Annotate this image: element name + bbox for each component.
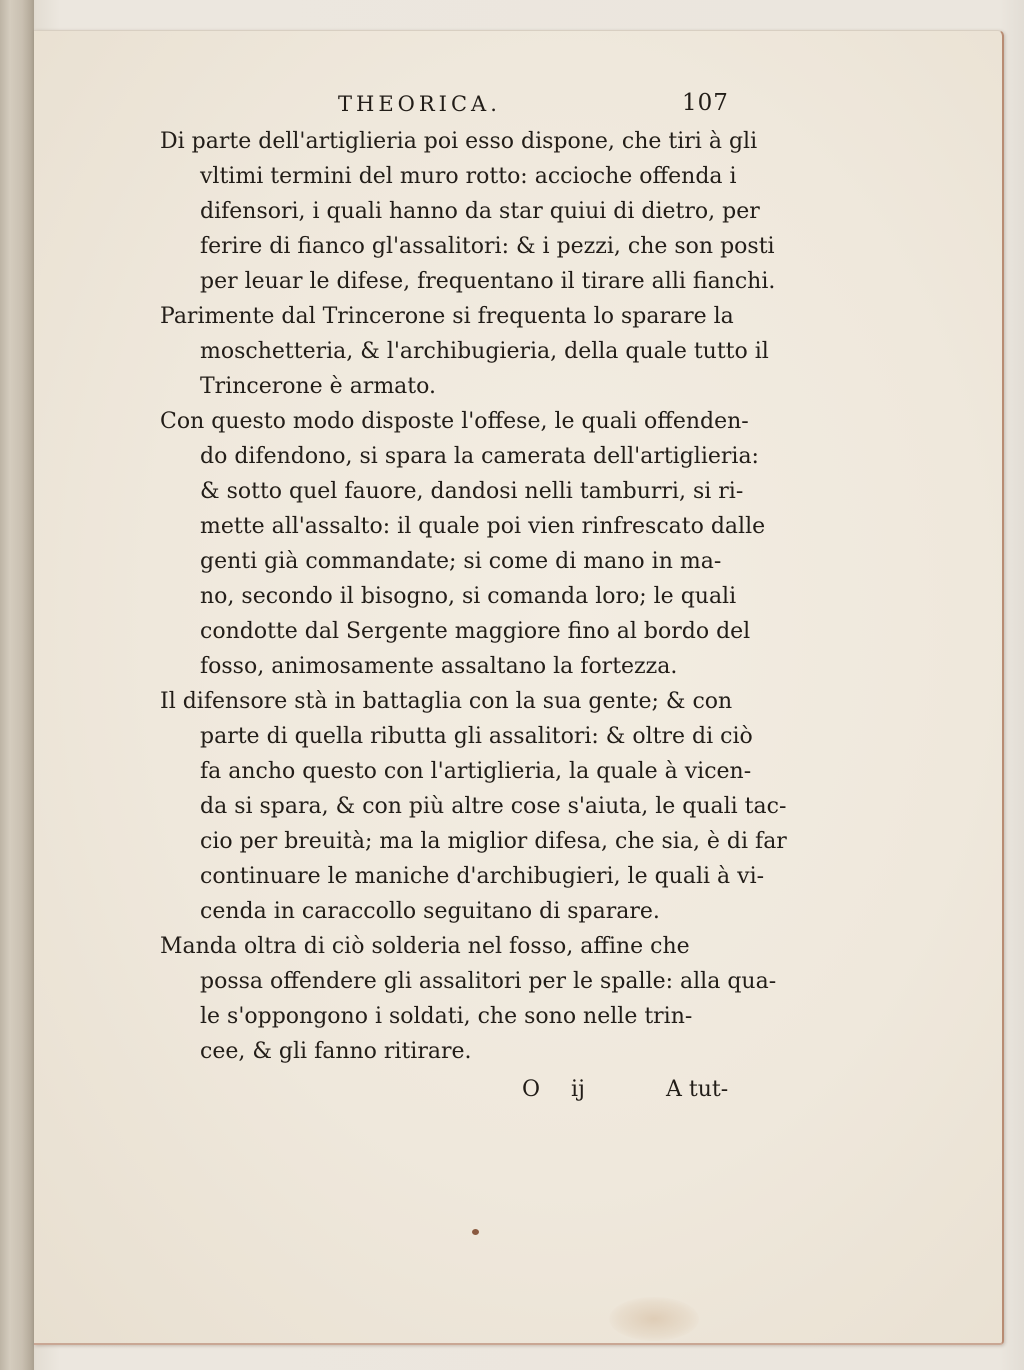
text-line: Parimente dal Trincerone si frequenta lo sparare la xyxy=(160,304,734,329)
text-line: parte di quella ributta gli assalitori: & oltre di ciò xyxy=(200,724,753,749)
text-line: cenda in caraccollo seguitano di sparare. xyxy=(200,899,660,924)
text-line: cio per breuità; ma la miglior difesa, che sia, è di far xyxy=(200,829,787,854)
text-line: Con questo modo disposte l'offese, le quali offenden- xyxy=(160,409,749,434)
text-line: per leuar le difese, frequentano il tirare alli fianchi. xyxy=(200,269,776,294)
paragraph xyxy=(160,404,780,684)
catchword: A tut- xyxy=(666,1077,729,1102)
paragraph xyxy=(160,684,787,929)
ink-speck xyxy=(472,1229,479,1235)
book-binding xyxy=(0,0,34,1370)
text-line: fosso, animosamente assaltano la fortezza. xyxy=(200,654,678,679)
paragraph xyxy=(160,299,780,404)
text-line: ferire di fianco gl'assalitori: & i pezzi, che son posti xyxy=(200,234,775,259)
text-line: vltimi termini del muro rotto: accioche offenda i xyxy=(200,164,737,189)
text-line: Manda oltra di ciò solderia nel fosso, affine che xyxy=(160,934,690,959)
text-line: condotte dal Sergente maggiore fino al bordo del xyxy=(200,619,751,644)
text-line: da si spara, & con più altre cose s'aiuta, le quali tac- xyxy=(200,794,787,819)
running-head-title: THEORICA. xyxy=(338,92,501,116)
text-line: difensori, i quali hanno da star quiui di dietro, per xyxy=(200,199,760,224)
text-line: le s'oppongono i soldati, che sono nelle trin- xyxy=(200,1004,693,1029)
text-line: possa offendere gli assalitori per le spalle: alla qua- xyxy=(200,969,777,994)
paragraph xyxy=(160,124,780,299)
water-stain xyxy=(609,1297,699,1341)
text-line: & sotto quel fauore, dandosi nelli tamburri, si ri- xyxy=(200,479,744,504)
text-line: mette all'assalto: il quale poi vien rinfrescato dalle xyxy=(200,514,766,539)
text-line: genti già commandate; si come di mano in ma- xyxy=(200,549,722,574)
text-line: do difendono, si spara la camerata dell'artiglieria: xyxy=(200,444,759,469)
text-line: moschetteria, & l'archibugieria, della quale tutto il xyxy=(200,339,769,364)
text-line: no, secondo il bisogno, si comanda loro; le quali xyxy=(200,584,737,609)
page-text xyxy=(160,90,787,1113)
text-line: Il difensore stà in battaglia con la sua gente; & con xyxy=(160,689,733,714)
text-line: continuare le maniche d'archibugieri, le quali à vi- xyxy=(200,864,765,889)
text-line: Di parte dell'artiglieria poi esso dispone, che tiri à gli xyxy=(160,129,758,154)
paragraph xyxy=(160,929,780,1069)
text-line: fa ancho questo con l'artiglieria, la quale à vicen- xyxy=(200,759,752,784)
signature-mark: O ij xyxy=(522,1077,585,1102)
text-line: Trincerone è armato. xyxy=(200,374,436,399)
text-line: cee, & gli fanno ritirare. xyxy=(200,1039,472,1064)
page-number: 107 xyxy=(682,90,729,116)
page-footer xyxy=(160,1073,770,1113)
running-head xyxy=(160,90,770,124)
